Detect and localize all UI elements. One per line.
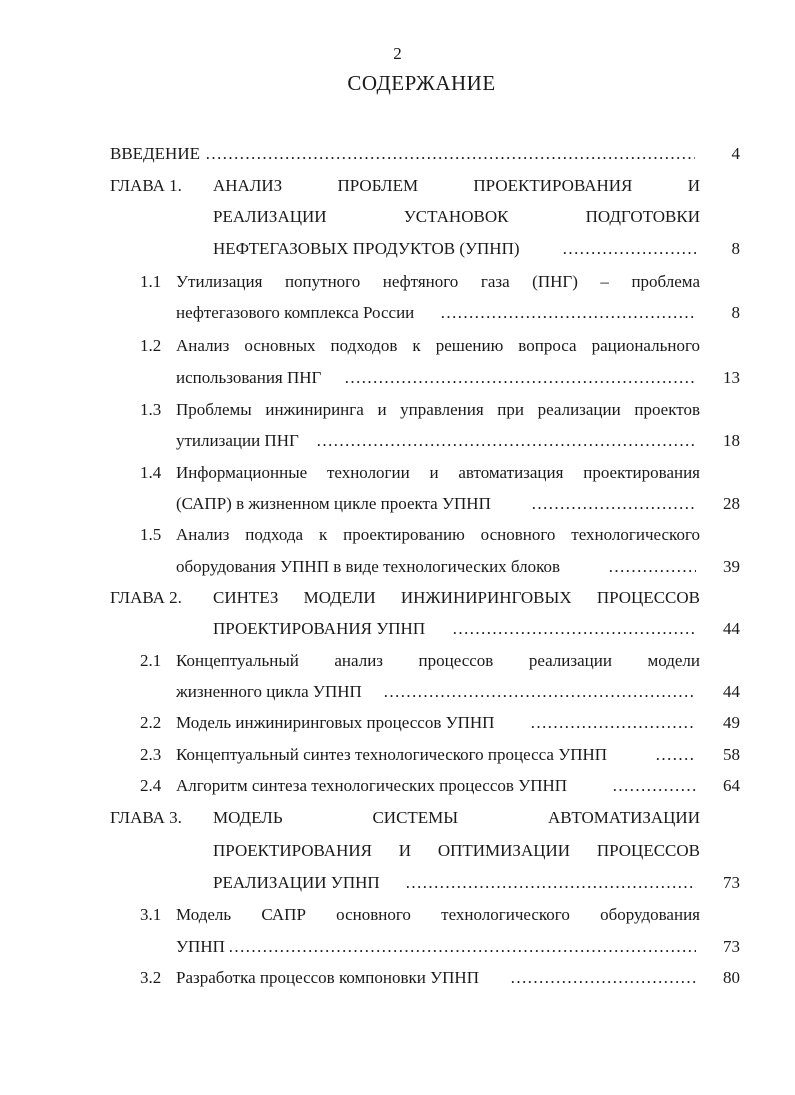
toc-s1-4-num: 1.4: [140, 463, 162, 482]
toc-ch1-page: 8: [731, 239, 740, 258]
toc-s1-2-num: 1.2: [140, 336, 162, 355]
toc-s1-5-num: 1.5: [140, 525, 162, 544]
toc-s1-1-line1: Утилизация попутного нефтяного газа (ПНГ) – проблема: [176, 272, 700, 291]
toc-ch1-line1: АНАЛИЗ ПРОБЛЕМ ПРОЕКТИРОВАНИЯ И: [213, 176, 700, 195]
toc-ch3-line1: МОДЕЛЬ СИСТЕМЫ АВТОМАТИЗАЦИИ: [213, 808, 700, 827]
toc-leader: [562, 238, 696, 260]
toc-intro-text: ВВЕДЕНИЕ: [110, 144, 200, 163]
toc-s2-3-line1: Концептуальный синтез технологического процесса УПНП: [176, 745, 608, 764]
toc-s2-4-line1: Алгоритм синтеза технологических процессов УПНП: [176, 776, 568, 795]
toc-s3-2-line1: Разработка процессов компоновки УПНП: [176, 968, 479, 987]
toc-s1-3-num: 1.3: [140, 400, 162, 419]
toc-s2-4-page: 64: [723, 776, 740, 795]
toc-ch2-line1: СИНТЕЗ МОДЕЛИ ИНЖИНИРИНГОВЫХ ПРОЦЕССОВ: [213, 588, 700, 607]
toc-s2-4-num: 2.4: [140, 776, 162, 795]
toc-ch2-line2: ПРОЕКТИРОВАНИЯ УПНП: [213, 619, 426, 638]
toc-s1-2-line1: Анализ основных подходов к решению вопроса рационального: [176, 336, 700, 355]
toc-s3-2-num: 3.2: [140, 968, 162, 987]
toc-s1-5-line2: оборудования УПНП в виде технологических блоков: [176, 557, 561, 576]
toc-leader: [344, 367, 696, 389]
toc-ch3-page: 73: [723, 873, 740, 892]
toc-s1-4-line1: Информационные технологии и автоматизация проектирования: [176, 463, 700, 482]
toc-ch3-label: ГЛАВА 3.: [110, 808, 182, 827]
toc-s1-3-line2: утилизации ПНГ: [176, 431, 299, 450]
toc-s1-5-page: 39: [723, 557, 740, 576]
page-number: 2: [393, 44, 402, 63]
toc-s2-3-num: 2.3: [140, 745, 162, 764]
toc-s2-1-line1: Концептуальный анализ процессов реализации модели: [176, 651, 700, 670]
toc-s2-1-line2: жизненного цикла УПНП: [176, 682, 362, 701]
toc-leader: [510, 967, 696, 989]
toc-leader: [383, 681, 696, 703]
toc-s3-1-num: 3.1: [140, 905, 162, 924]
toc-s1-1-num: 1.1: [140, 272, 162, 291]
toc-s2-1-num: 2.1: [140, 651, 162, 670]
toc-leader: [405, 872, 696, 894]
toc-s2-2-num: 2.2: [140, 713, 162, 732]
toc-ch3-line3: РЕАЛИЗАЦИИ УПНП: [213, 873, 380, 892]
toc-ch1-label: ГЛАВА 1.: [110, 176, 182, 195]
toc-ch2-page: 44: [723, 619, 740, 638]
toc-s1-1-page: 8: [731, 303, 740, 322]
toc-s1-4-page: 28: [723, 494, 740, 513]
toc-leader: [205, 143, 695, 165]
toc-s1-3-page: 18: [723, 431, 740, 450]
toc-s1-2-page: 13: [723, 368, 740, 387]
toc-ch1-line3: НЕФТЕГАЗОВЫХ ПРОДУКТОВ (УПНП): [213, 239, 520, 258]
toc-s1-3-line1: Проблемы инжиниринга и управления при реализации проектов: [176, 400, 700, 419]
toc-leader: [316, 430, 696, 452]
toc-s3-1-line2: УПНП: [176, 937, 225, 956]
toc-ch3-line2: ПРОЕКТИРОВАНИЯ И ОПТИМИЗАЦИИ ПРОЦЕССОВ: [213, 841, 700, 860]
toc-leader: [531, 493, 696, 515]
toc-leader: [452, 618, 696, 640]
toc-s2-3-page: 58: [723, 745, 740, 764]
toc-leader: [440, 302, 696, 324]
page-title: СОДЕРЖАНИЕ: [347, 71, 496, 95]
toc-s1-1-line2: нефтегазового комплекса России: [176, 303, 415, 322]
toc-s3-1-line1: Модель САПР основного технологического оборудования: [176, 905, 700, 924]
toc-ch2-label: ГЛАВА 2.: [110, 588, 182, 607]
toc-s1-2-line2: использования ПНГ: [176, 368, 322, 387]
toc-s1-4-line2: (САПР) в жизненном цикле проекта УПНП: [176, 494, 491, 513]
toc-leader: [228, 936, 696, 958]
toc-s1-5-line1: Анализ подхода к проектированию основного технологического: [176, 525, 700, 544]
toc-ch1-line2: РЕАЛИЗАЦИИ УСТАНОВОК ПОДГОТОВКИ: [213, 207, 700, 226]
toc-s2-2-page: 49: [723, 713, 740, 732]
toc-s2-2-line1: Модель инжиниринговых процессов УПНП: [176, 713, 495, 732]
toc-intro-page: 4: [731, 144, 740, 163]
toc-s2-1-page: 44: [723, 682, 740, 701]
toc-s3-2-page: 80: [723, 968, 740, 987]
toc-s3-1-page: 73: [723, 937, 740, 956]
toc-leader: [530, 712, 696, 734]
